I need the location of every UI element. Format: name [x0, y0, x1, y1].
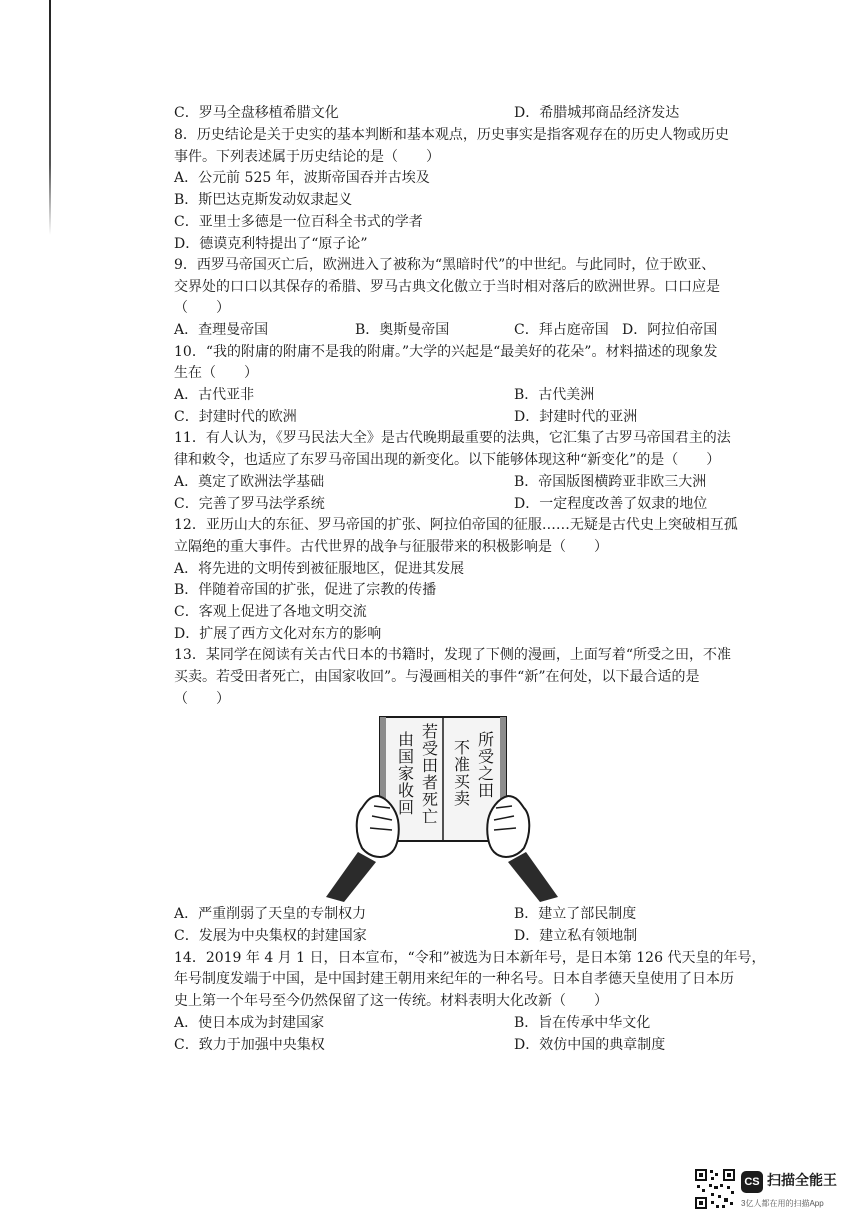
q13-option-b[interactable]: B．建立了部民制度 — [514, 906, 637, 922]
q11-option-a[interactable]: A．奠定了欧洲法学基础 — [174, 474, 325, 490]
q14-stem-line-3: 史上第一个年号至今仍然保留了这一传统。材料表明大化改新（ ） — [174, 993, 608, 1009]
q13-stem-line-1: 13．某同学在阅读有关古代日本的书籍时，发现了下侧的漫画，上面写着“所受之田，不准 — [174, 647, 731, 663]
q9-option-b[interactable]: B．奥斯曼帝国 — [355, 322, 450, 338]
q10-stem-line-2: 生在（ ） — [174, 365, 258, 381]
scanner-watermark — [694, 1168, 854, 1223]
q9-option-d[interactable]: D．阿拉伯帝国 — [622, 322, 718, 338]
q12-option-a[interactable]: A．将先进的文明传到被征服地区，促进其发展 — [174, 561, 465, 577]
book-text-col-2: 不准买卖 — [453, 738, 471, 808]
q10-stem-line-1: 10．“我的附庸的附庸不是我的附庸。”大学的兴起是“最美好的花朵”。材料描述的现象发 — [174, 344, 718, 360]
q11-option-c[interactable]: C．完善了罗马法学系统 — [174, 496, 325, 512]
right-sleeve — [508, 852, 558, 902]
q14-option-b[interactable]: B．旨在传承中华文化 — [514, 1015, 651, 1031]
q12-option-d[interactable]: D．扩展了西方文化对东方的影响 — [174, 626, 382, 642]
q14-option-d[interactable]: D．效仿中国的典章制度 — [514, 1037, 666, 1053]
q12-option-c[interactable]: C．客观上促进了各地文明交流 — [174, 604, 367, 620]
q11-stem-line-1: 11．有人认为，《罗马民法大全》是古代晚期最重要的法典，它汇集了古罗马帝国君主的法 — [174, 430, 731, 446]
q14-stem-line-1: 14．2019 年 4 月 1 日，日本宣布，“令和”被选为日本新年号，是日本第 126 代天皇的年号， — [174, 950, 766, 966]
watermark-brand: 扫描全能王 — [767, 1172, 837, 1188]
q10-options-row-1 — [0, 385, 867, 405]
q9-option-c[interactable]: C．拜占庭帝国 — [514, 322, 609, 338]
q9-options-row — [0, 320, 867, 340]
q14-options-row-2 — [0, 1035, 867, 1055]
q10-option-d[interactable]: D．封建时代的亚洲 — [514, 409, 638, 425]
q10-option-a[interactable]: A．古代亚非 — [174, 387, 255, 403]
q11-stem-line-2: 律和敕令，也适应了东罗马帝国出现的新变化。以下能够体现这种“新变化”的是（ ） — [174, 452, 721, 468]
q11-option-d[interactable]: D．一定程度改善了奴隶的地位 — [514, 496, 708, 512]
left-sleeve — [326, 852, 376, 902]
q12-stem-line-1: 12．亚历山大的东征、罗马帝国的扩张、阿拉伯帝国的征服……无疑是古代史上突破相互孤 — [174, 517, 738, 533]
q8-option-c[interactable]: C．亚里士多德是一位百科全书式的学者 — [174, 214, 423, 230]
book-text-col-4: 由国家收回 — [397, 730, 415, 817]
q7-option-c[interactable]: C．罗马全盘移植希腊文化 — [174, 105, 339, 121]
q7-option-d[interactable]: D．希腊城邦商品经济发达 — [514, 105, 680, 121]
q13-options-row-1 — [0, 904, 867, 924]
q11-options-row-2 — [0, 494, 867, 514]
q14-option-a[interactable]: A．使日本成为封建国家 — [174, 1015, 325, 1031]
q9-stem-line-2: 交界处的口口以其保存的希腊、罗马古典文化傲立于当时相对落后的欧洲世界。口口应是 — [174, 279, 720, 295]
q9-option-a[interactable]: A．查理曼帝国 — [174, 322, 269, 338]
q11-options-row-1 — [0, 472, 867, 492]
q8-option-a[interactable]: A．公元前 525 年，波斯帝国吞并古埃及 — [174, 170, 430, 186]
camscanner-logo-icon: CS — [741, 1171, 763, 1193]
q14-options-row-1 — [0, 1013, 867, 1033]
q10-option-c[interactable]: C．封建时代的欧洲 — [174, 409, 297, 425]
q11-option-b[interactable]: B．帝国版图横跨亚非欧三大洲 — [514, 474, 707, 490]
q13-stem-line-2: 买卖。若受田者死亡，由国家收回”。与漫画相关的事件“新”在何处，以下最合适的是 — [174, 669, 700, 685]
q8-option-d[interactable]: D．德谟克利特提出了“原子论” — [174, 236, 368, 252]
watermark-tagline: 3亿人都在用的扫描App — [741, 1199, 824, 1208]
q13-option-d[interactable]: D．建立私有领地制 — [514, 928, 638, 944]
q13-cartoon-book — [318, 712, 568, 902]
q14-stem-line-2: 年号制度发端于中国，是中国封建王朝用来纪年的一种名号。日本自孝德天皇使用了日本历 — [174, 971, 734, 987]
q13-option-a[interactable]: A．严重削弱了天皇的专制权力 — [174, 906, 367, 922]
q13-option-c[interactable]: C．发展为中央集权的封建国家 — [174, 928, 367, 944]
q13-stem-line-3: （ ） — [174, 691, 230, 707]
q9-stem-line-3: （ ） — [174, 300, 230, 316]
q8-stem-line-2: 事件。下列表述属于历史结论的是（ ） — [174, 149, 440, 165]
q8-option-b[interactable]: B．斯巴达克斯发动奴隶起义 — [174, 192, 353, 208]
q8-stem-line-1: 8．历史结论是关于史实的基本判断和基本观点，历史事实是指客观存在的历史人物或历史 — [174, 127, 729, 143]
q10-options-row-2 — [0, 407, 867, 427]
q9-stem-line-1: 9．西罗马帝国灭亡后，欧洲进入了被称为“黑暗时代”的中世纪。与此同时，位于欧亚、 — [174, 257, 716, 273]
qr-code-icon — [694, 1168, 736, 1210]
q14-option-c[interactable]: C．致力于加强中央集权 — [174, 1037, 325, 1053]
q13-options-row-2 — [0, 926, 867, 946]
book-text-col-3: 若受田者死亡 — [421, 722, 439, 826]
book-text-col-1: 所受之田 — [477, 730, 495, 800]
q7-options-row — [0, 103, 867, 123]
q10-option-b[interactable]: B．古代美洲 — [514, 387, 595, 403]
q12-option-b[interactable]: B．伴随着帝国的扩张，促进了宗教的传播 — [174, 582, 437, 598]
q12-stem-line-2: 立隔绝的重大事件。古代世界的战争与征服带来的积极影响是（ ） — [174, 539, 608, 555]
